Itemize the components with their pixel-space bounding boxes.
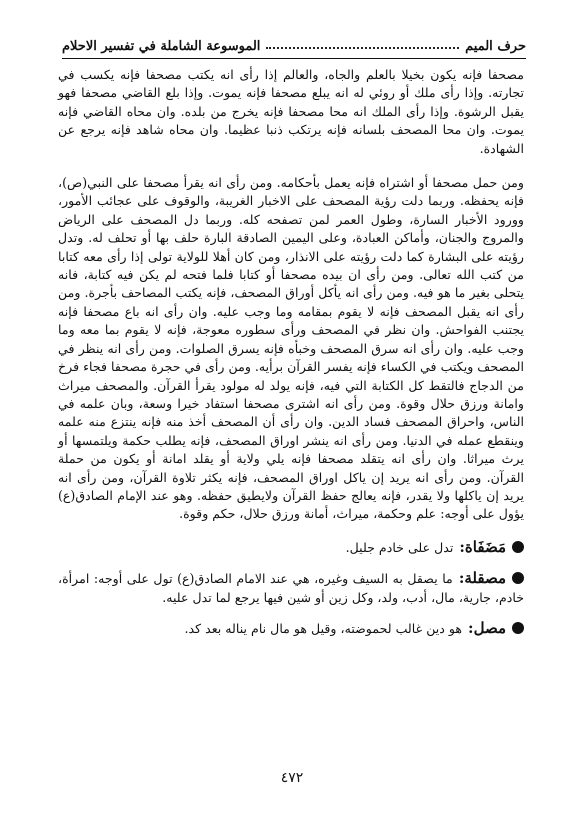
bullet-icon — [512, 622, 524, 634]
bullet-icon — [512, 572, 524, 584]
page-number: ٤٧٢ — [280, 770, 304, 786]
chapter-title: حرف الميم — [465, 39, 526, 54]
dictionary-entry — [58, 538, 524, 557]
entry-term: مَضَفَاة: — [459, 537, 506, 556]
paragraph: مصحفا فإنه يكون بخيلا بالعلم والجاه، والعالم إذا رأى انه يكتب مصحفا فإنه يكسب في تجارته. وإذا رأى ملك أو روئي له انه يبلع مصحفا فإنه يموت. وإذا بلع القاضي مصحفا فهو يقبل الرشوة. وإذا رأى الملك انه محا مصحفا فإنه يخرج من بلده. وان محاه القاضي فإنه يموت. وان محا المصحف بلسانه فإنه يرتكب ذنبا عظيما. وان محاه شاهد فإنه يرجع عن الشهادة. — [58, 67, 524, 156]
book-title: الموسوعة الشاملة في تفسير الاحلام — [62, 39, 261, 54]
header-rule — [62, 58, 526, 59]
header-dot-leader — [266, 47, 459, 49]
entry-definition: تدل على خادم جليل. — [345, 539, 454, 555]
entry-term: مصقلة: — [458, 569, 506, 588]
entry-term: مصل: — [468, 618, 506, 637]
dictionary-entry — [58, 619, 524, 638]
paragraph: ومن حمل مصحفا أو اشتراه فإنه يعمل بأحكامه. ومن رأى انه يقرأ مصحفا على النبي(ص)، فإنه يحفظه. وربما دلت رؤية المصحف على الاخبار الغريبة، والوقوف على عجائب الأمور، وورود الأخبار السارة، وطول العمر لمن تصفحه كله. وربما دل المصحف على الرياض والمروج والجنان، وأماكن العبادة، وعلى اليمين الصادقة البارة حلف بها أو تحلف له. وتدل رؤيته على البشارة كما دلت رؤيته على الانذار، ومن كان أهلا للولاية تولى إذا رأى معه كتابا من كتب الله تعالى. ومن رأى ان بيده مصحفا أو كتابا فلما فتحه لم يكن فيه كتابة، فانه يتحلى بغير ما هو فيه. ومن رأى انه يأكل أوراق المصحف، فإنه يكتب المصاحف بأجرة. ومن رأى انه يقبل المصحف فإنه لا يقوم بمقامه وما وجب عليه. وان رأى انه باع مصحفا فإنه يجتنب الفواحش. وان نظر في المصحف ورأى سطوره معوجة، فإنه لا يقوم بما معه وما وجب عليه. وان رأى انه سرق المصحف وخبأه فإنه يسرق الصلوات. ومن رأى انه ينظر في المصحف ويكتب في الكساء فإنه يفسر القرآن برأيه. ومن رأى في حجرة مصحفا فجاء فرخ من الدجاج فالتقط كل الكتابة التي فيه، فإنه يولد له مولود يقرأ القرآن. والمصحف ميراث وامانة ورزق حلال وقوة. ومن رأى انه اشترى مصحفا استفاد خيرا وسعة، وبان علمه في الناس، واحراق المصحف فساد الدين. وان رأى أن المصحف أخذ منه فإنه ينتزع منه علمه وينقطع عمله في الدنيا. ومن رأى انه ينشر اوراق المصحف، فإنه يطلب حكمة ويلتمسها أو يرث ميراثا. وان رأى انه يتقلد مصحفا فإنه يلي ولاية أو يقلد امانة أو يكون من حملة القرآن. ومن رأى انه يريد إن ياكل اوراق المصحف، فإنه يكثر تلاوة القرآن، ومن رأى انه يريد إن ياكلها ولا يقدر، فإنه يعالج حفظ القرآن ولايطيق حفظه. وهو عند الإمام الصادق(ع) يؤول على أوجه: علم وحكمة، ميراث، أمانة ورزق حلال، حكم وقوة. — [58, 175, 525, 522]
page-body — [58, 66, 524, 650]
entry-definition: هو دين غالب لحموضته، وقيل هو مال نام يناله بعد كد. — [184, 620, 463, 636]
entry-definition: ما يصقل به السيف وغيره، هي عند الامام الصادق(ع) تول على أوجه: امرأة، خادم، جارية، مال، أدب، ولد، وكل زين أو شين فيها يرجع لما تدل عليه. — [58, 571, 524, 605]
dictionary-entry — [58, 569, 524, 607]
bullet-icon — [512, 541, 524, 553]
running-header — [62, 32, 526, 54]
